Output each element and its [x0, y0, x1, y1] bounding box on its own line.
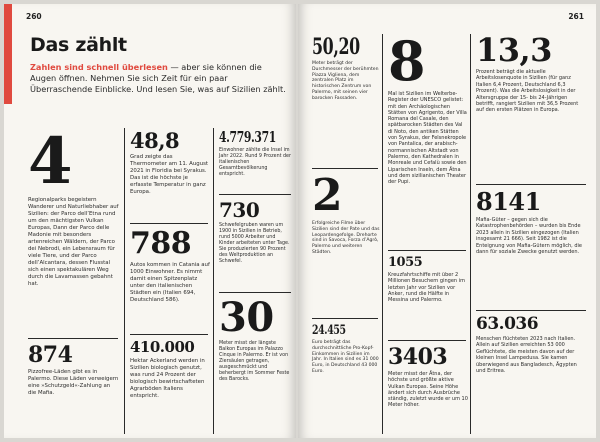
left-page [4, 4, 296, 438]
intro-highlight: Zahlen sind schnell überlesen [30, 62, 168, 72]
row-divider [130, 223, 208, 224]
fact-number: 4.779.371 [219, 128, 276, 146]
column-divider [213, 128, 214, 434]
fact-block [219, 130, 291, 178]
fact-block [219, 200, 291, 265]
row-divider [28, 338, 118, 339]
fact-text: Einwohner zählte die Insel im Jahr 2022. Rund 9 Prozent der italienischen Gesamtbevölkerung entspricht. [219, 148, 291, 177]
fact-text: Grad zeigte das Thermometer am 11. August 2021 in Floridia bei Syrakus. Das ist die höchste je erfasste Temperatur in ganz Europa. [130, 154, 209, 195]
row-divider [312, 168, 378, 169]
fact-number: 3403 [388, 344, 448, 370]
fact-text: Euro beträgt das durchschnittliche Pro-Kopf-Einkommen in Sizilien im Jahr. In Italien sind es 31 000 Euro, in Deutschland 43 000 Euro. [312, 340, 379, 374]
fact-number: 874 [28, 342, 73, 368]
row-divider [219, 194, 291, 195]
fact-text: Schwefelgruben waren um 1900 in Sizilien in Betrieb, rund 5000 Arbeiter und Kinder arbeiteten unter Tage. Sie produzierten 90 Prozent des Weltproduktion an Schwefel. [219, 223, 290, 264]
fact-number: 13,3 [476, 31, 552, 69]
fact-text: Hektar Ackerland werden in Sizilien biologisch genutzt, was rund 24 Prozent der biologisch bewirtschafteten Agrarböden Italiens entspricht. [130, 358, 205, 399]
fact-text: Kreuzfahrtschiffe mit über 2 Millionen Besuchern gingen im letzten Jahr vor Sizilien vor Anker, rund die Hälfte in Messina und Palermo. [388, 272, 465, 304]
fact-block [388, 29, 468, 186]
fact-text: Erfolgreiche Filme über Sizilien sind der Pate und das Leopardengefolge. Drehorte sind in Savoca, Forza d’Agrò, Palermo und weiteren Städten. [312, 221, 380, 255]
fact-text: Meter beträgt der Durchmesser der berühmten Piazza Vigliena, dem zentralen Platz im historischen Zentrum von Palermo, mit seinen vier barocken Fassaden. [312, 61, 379, 101]
fact-number: 1055 [388, 255, 423, 270]
fact-block [312, 170, 380, 256]
fact-block [476, 316, 586, 374]
fact-number: 2 [312, 170, 343, 221]
fact-text: Autos kommen in Catania auf 1000 Einwohner. Es nimmt damit einen Spitzenplatz unter den italienischen Städten ein (Italien 694, Deutschland 586). [130, 262, 210, 303]
page-number-left: 260 [26, 12, 42, 21]
fact-number: 24.455 [312, 323, 346, 338]
fact-block [388, 256, 468, 303]
fact-number: 50,20 [312, 34, 360, 60]
row-divider [476, 184, 586, 185]
fact-block [476, 187, 586, 256]
fact-number: 8 [388, 29, 426, 93]
fact-text: Mafia-Güter – gegen sich die Katastrophenbehörden – wurden bis Ende 2023 allein in Sizilien eingezogen (Italien insgesamt 21 666). Seit 1982 ist die Enteignung von Mafia-Gütern möglich, die dann für soziale Zwecke genutzt werden. [476, 217, 582, 256]
fact-number: 63.036 [476, 314, 539, 334]
fact-text: Prozent beträgt die aktuelle Arbeitslosenquote in Sizilien (für ganz Italien 6,4 Prozent, Deutschland 6,3 Prozent). Was die Arbeitslosigkeit in der Altersgruppe der 15- bis 24-Jährigen betrifft, rangiert Sizilien mit 36,5 Prozent auf den ersten Plätzen in Europa. [476, 69, 579, 114]
column-divider [382, 34, 383, 434]
fact-number: 788 [130, 226, 192, 261]
row-divider [219, 292, 291, 293]
fact-block [476, 31, 586, 114]
fact-text: Meter misst der Ätna, der höchste und größte aktive Vulkan Europas. Seine Höhe ändert sich durch Ausbrüche ständig, zuletzt wurde er um 10 Meter höher. [388, 371, 468, 409]
right-page [298, 4, 596, 438]
red-accent-bar [4, 4, 12, 104]
fact-block [219, 294, 291, 383]
row-divider [312, 318, 378, 319]
fact-block [130, 340, 210, 400]
row-divider [388, 340, 466, 341]
fact-block [28, 344, 120, 397]
fact-number: 30 [219, 294, 274, 341]
fact-block [130, 130, 210, 196]
intro-text: — aber sie können die Augen öffnen. Nehmen Sie sich Zeit für ein paar Überraschende Einblicke. Und lesen Sie, was auf Sizilien zählt. [30, 62, 286, 94]
fact-number: 8141 [476, 187, 541, 216]
column-divider [124, 128, 125, 434]
page-number-right: 261 [568, 12, 584, 21]
intro-paragraph [30, 62, 288, 95]
fact-number: 48,8 [130, 128, 180, 153]
fact-block [312, 36, 380, 102]
fact-number: 730 [219, 198, 260, 222]
fact-number: 4 [28, 124, 73, 199]
row-divider [476, 310, 586, 311]
fact-block [130, 226, 210, 304]
row-divider [130, 334, 208, 335]
column-divider [470, 34, 471, 434]
fact-block [28, 124, 120, 288]
fact-text: Menschen flüchteten 2023 nach Italien. Allein auf Sizilien erreichten 53 000 Geflüchtete, die meisten davon auf der kleinen Insel Lampedusa. Sie kamen überwiegend aus Bangladesch, Ägypten und Eritrea. [476, 336, 577, 375]
fact-text: Regionalparks begeistern Wanderer und Naturliebhaber auf Sizilien: der Parco dell’Etna rund um den mächtigsten Vulkan Europas, Dann der Parco delle Madonie mit besonders artenreichen Wäldern, der Parco dei Nebrodi, ein Lebensraum für viele Tiere, und der Parco dell’Alcantara, dessen Flusstal sich einen spektakulären Weg durch die Lavamassen gebahnt hat. [28, 197, 119, 287]
fact-text: Mal ist Sizilien im Welterbe-Register der UNESCO gelistet: mit den Archäologischen Stätten von Agrigento, der Villa Romana del Casale, den spätbarocken Städten des Val di Noto, den antiken Stätten von Syrakus, der Felsnekropole von Pantalica, der arabisch-normannischen Altstadt von Palermo, den Kathedralen in Monreale und Cefalù sowie den Liparischen Inseln, dem Ätna und dem sizilianischen Theater der Pupi. [388, 91, 467, 186]
fact-block [312, 324, 380, 375]
fact-block [388, 346, 468, 409]
fact-text: Meter misst der längste Balkon Europas im Palazzo Cinque in Palermo. Er ist von Ziersäulen getragen, ausgeschmückt und beherbergt im Sommer Feste des Barocks. [219, 341, 290, 382]
page-title: Das zählt [30, 34, 127, 56]
fact-number: 410.000 [130, 338, 195, 356]
fact-text: Pizzofree-Läden gibt es in Palermo. Diese Läden verweigern eine »Schutzgeld«-Zahlung an die Mafia. [28, 369, 119, 396]
row-divider [388, 250, 466, 251]
